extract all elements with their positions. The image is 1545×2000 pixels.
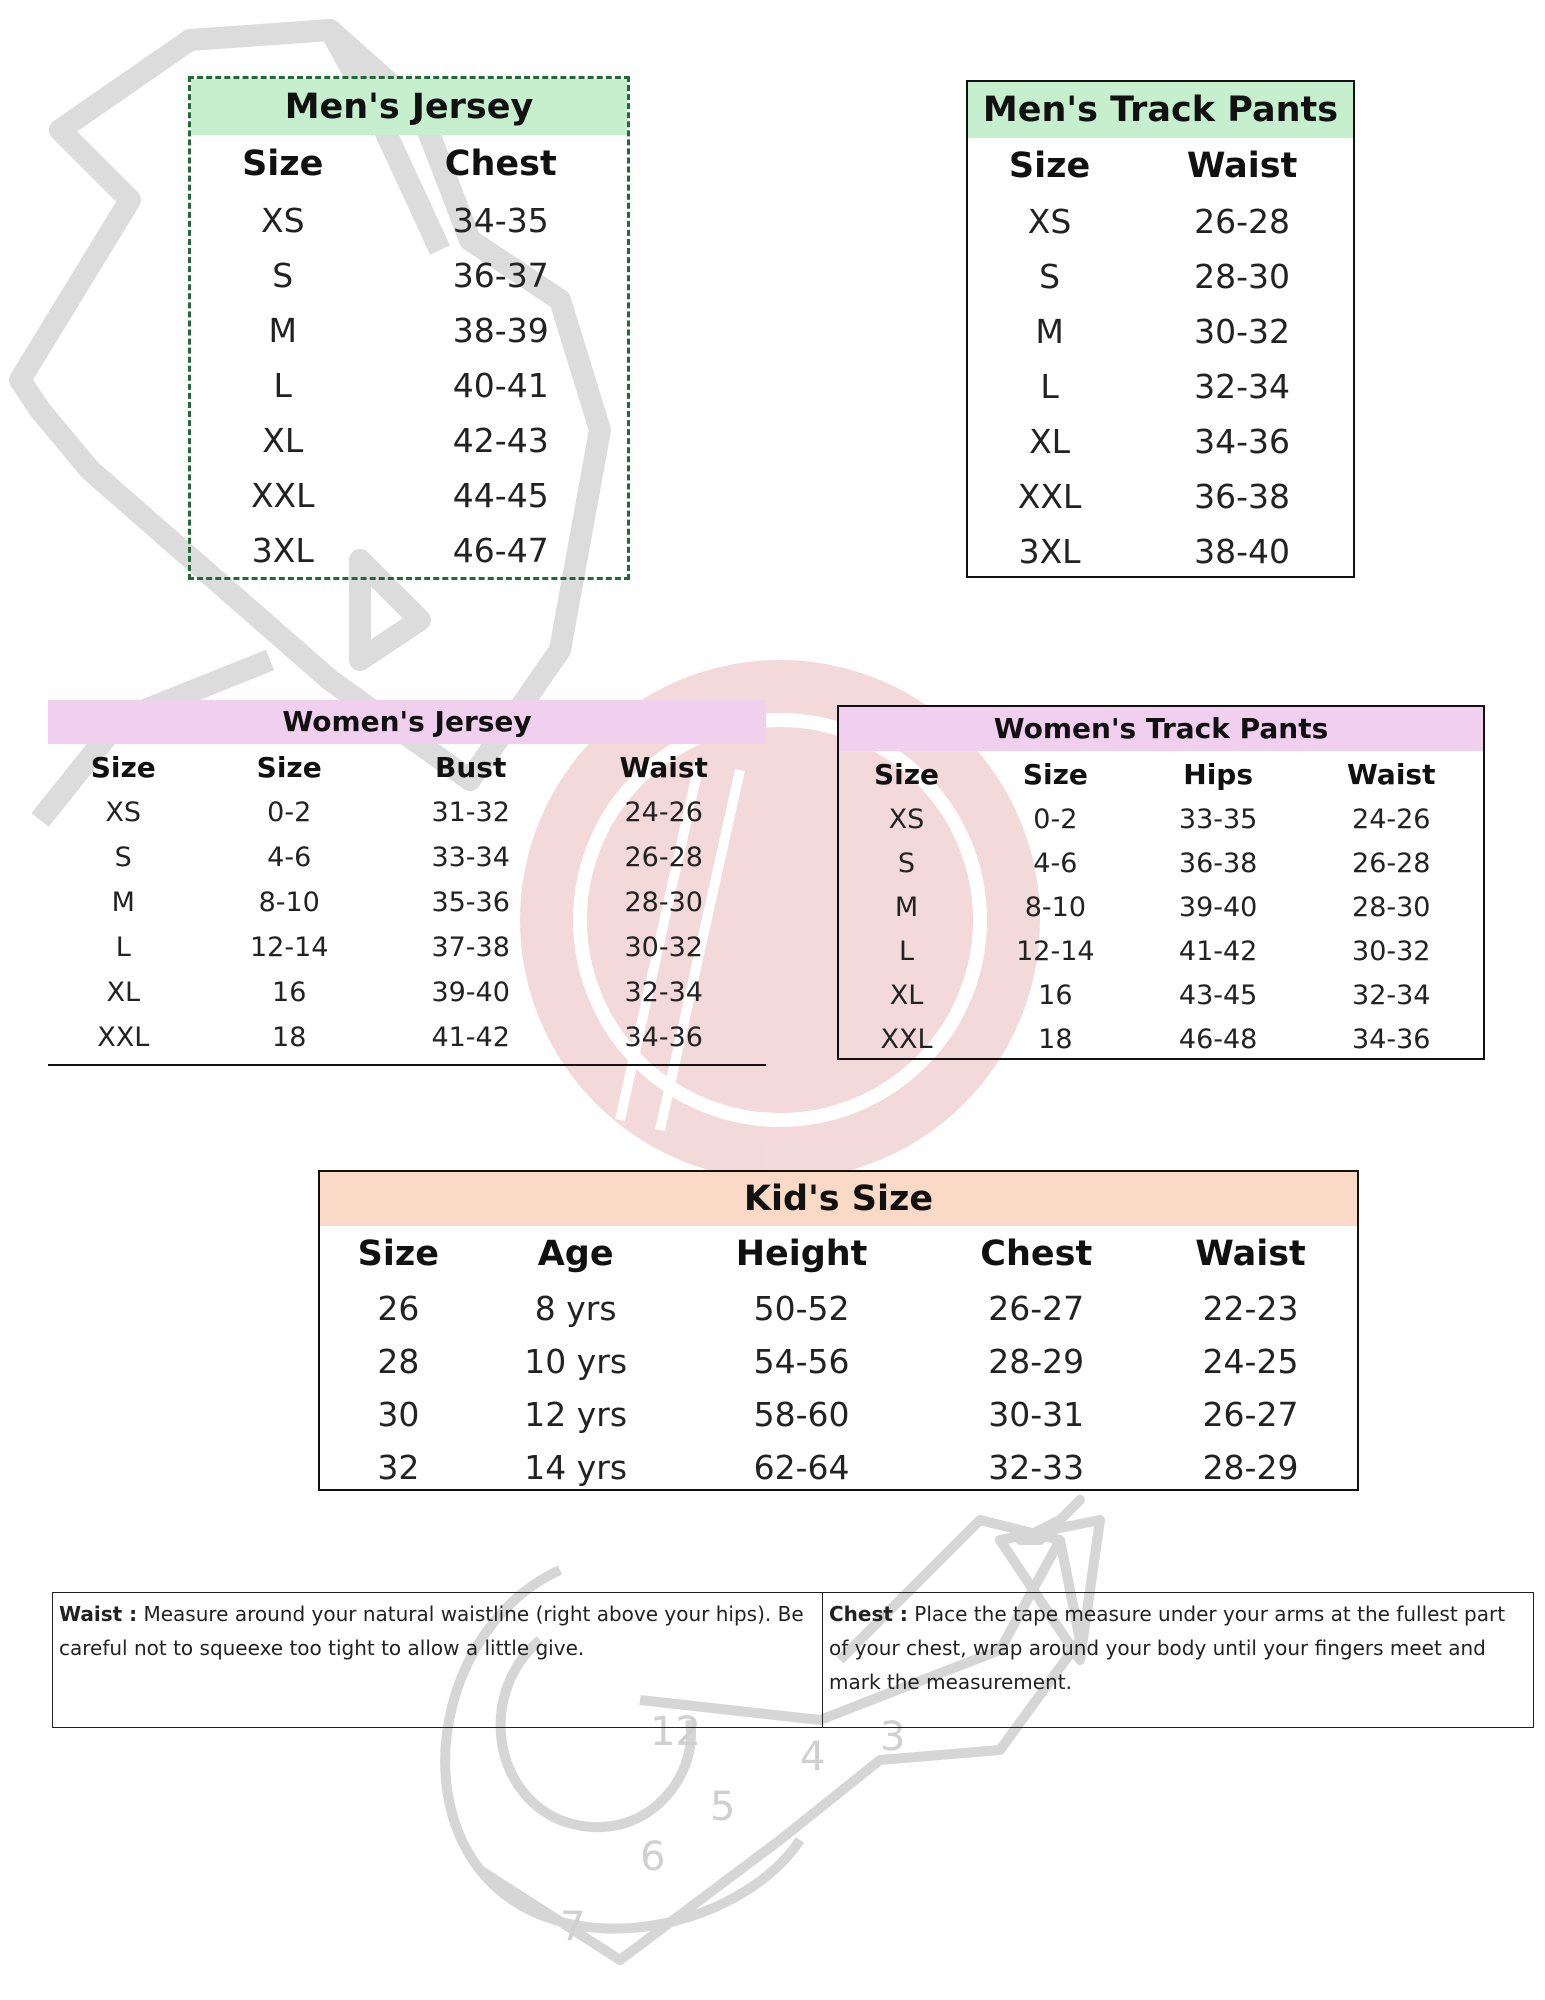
value-cell: 28-29 — [1202, 1448, 1299, 1487]
size-cell: XXL — [97, 1022, 150, 1053]
value-cell: 26-27 — [1202, 1395, 1299, 1434]
size-cell: XL — [889, 979, 924, 1011]
waist-note-text: Measure around your natural waistline (right above your hips). Be careful not to squeexe too tight to allow a little give. — [59, 1602, 804, 1660]
size-cell: XXL — [250, 476, 315, 515]
size-cell: 32 — [377, 1448, 420, 1487]
womens-jersey-table — [48, 700, 766, 1066]
size-cell: 28 — [377, 1342, 420, 1381]
value-cell: 34-36 — [624, 1022, 703, 1053]
value-cell: 38-40 — [1194, 532, 1291, 571]
table-row — [191, 193, 627, 248]
column-header: Hips — [1183, 757, 1254, 791]
size-cell: XL — [1029, 422, 1071, 461]
value-cell: 0-2 — [267, 797, 312, 828]
table-row — [48, 880, 766, 925]
size-cell: XXL — [1017, 477, 1082, 516]
value-cell: 39-40 — [431, 977, 510, 1008]
table-title: Men's Track Pants — [968, 82, 1353, 138]
table-title: Kid's Size — [320, 1172, 1357, 1226]
value-cell: 42-43 — [452, 421, 549, 460]
table-row — [839, 973, 1483, 1017]
value-cell: 30-32 — [624, 932, 703, 963]
column-header: Chest — [444, 144, 557, 184]
size-cell: M — [894, 891, 919, 923]
table-title: Women's Track Pants — [839, 707, 1483, 751]
table-row — [968, 194, 1353, 249]
value-cell: 54-56 — [753, 1342, 850, 1381]
table-row — [968, 524, 1353, 579]
table-row — [48, 835, 766, 880]
size-cell: 26 — [377, 1289, 420, 1328]
tape-number: 7 — [560, 1904, 586, 1950]
value-cell: 28-30 — [624, 887, 703, 918]
value-cell: 28-30 — [1352, 891, 1431, 923]
value-cell: 46-48 — [1178, 1023, 1258, 1055]
waist-note — [53, 1593, 823, 1727]
value-cell: 26-28 — [1194, 202, 1291, 241]
size-cell: L — [273, 366, 292, 405]
tape-number: 4 — [800, 1734, 826, 1780]
column-header: Size — [242, 144, 324, 184]
table-row — [48, 970, 766, 1015]
size-cell: XXL — [880, 1023, 933, 1055]
table-title: Men's Jersey — [191, 79, 627, 135]
size-cell: XS — [105, 797, 142, 828]
chest-note — [823, 1593, 1533, 1727]
size-cell: S — [272, 256, 294, 295]
tape-number: 12 — [650, 1709, 701, 1755]
table-row — [191, 523, 627, 578]
table-row — [839, 929, 1483, 973]
size-cell: 30 — [377, 1395, 420, 1434]
column-header: Waist — [619, 750, 708, 784]
waist-note-label: Waist : — [59, 1602, 138, 1626]
table-row — [191, 358, 627, 413]
column-header: Age — [537, 1234, 614, 1274]
table-row — [968, 304, 1353, 359]
value-cell: 33-34 — [431, 842, 510, 873]
value-cell: 30-31 — [988, 1395, 1085, 1434]
value-cell: 34-36 — [1352, 1023, 1431, 1055]
size-cell: L — [898, 935, 914, 967]
table-row — [191, 303, 627, 358]
column-header: Bust — [435, 750, 507, 784]
value-cell: 22-23 — [1202, 1289, 1299, 1328]
value-cell: 58-60 — [753, 1395, 850, 1434]
value-cell: 32-34 — [1194, 367, 1291, 406]
table-row — [191, 248, 627, 303]
size-cell: XS — [260, 201, 305, 240]
table-row — [48, 1015, 766, 1060]
value-cell: 0-2 — [1033, 803, 1078, 835]
column-header: Waist — [1347, 757, 1436, 791]
column-header: Size — [256, 750, 322, 784]
value-cell: 36-38 — [1194, 477, 1291, 516]
table-row — [320, 1441, 1357, 1494]
size-cell: L — [1040, 367, 1059, 406]
size-cell: XS — [888, 803, 925, 835]
size-cell: XL — [262, 421, 304, 460]
value-cell: 8-10 — [1024, 891, 1086, 923]
womens-track-pants-table — [837, 705, 1485, 1060]
value-cell: 33-35 — [1178, 803, 1258, 835]
value-cell: 4-6 — [267, 842, 312, 873]
value-cell: 44-45 — [452, 476, 549, 515]
table-row — [191, 413, 627, 468]
value-cell: 12-14 — [1016, 935, 1095, 967]
column-header: Size — [357, 1234, 439, 1274]
value-cell: 24-25 — [1202, 1342, 1299, 1381]
chest-note-text: Place the tape measure under your arms at the fullest part of your chest, wrap around your body until your fingers meet and mark the measurement. — [829, 1602, 1506, 1694]
size-cell: M — [268, 311, 297, 350]
mens-track-pants-table — [966, 80, 1355, 578]
value-cell: 8 yrs — [534, 1289, 617, 1328]
value-cell: 39-40 — [1178, 891, 1258, 923]
value-cell: 35-36 — [431, 887, 510, 918]
value-cell: 14 yrs — [524, 1448, 628, 1487]
value-cell: 18 — [1038, 1023, 1073, 1055]
value-cell: 28-29 — [988, 1342, 1085, 1381]
table-row — [839, 841, 1483, 885]
size-cell: S — [897, 847, 916, 879]
size-cell: XS — [1027, 202, 1072, 241]
size-cell: S — [114, 842, 132, 873]
value-cell: 37-38 — [431, 932, 510, 963]
column-header: Size — [1008, 146, 1091, 186]
value-cell: 32-34 — [1352, 979, 1431, 1011]
size-cell: 3XL — [1018, 532, 1081, 571]
value-cell: 12 yrs — [524, 1395, 628, 1434]
column-header: Height — [735, 1234, 868, 1274]
column-header: Waist — [1195, 1234, 1306, 1274]
table-row — [968, 469, 1353, 524]
size-cell: L — [115, 932, 131, 963]
value-cell: 32-34 — [624, 977, 703, 1008]
table-row — [320, 1282, 1357, 1335]
measurement-notes — [52, 1592, 1534, 1728]
column-header: Size — [1022, 757, 1088, 791]
value-cell: 32-33 — [988, 1448, 1085, 1487]
value-cell: 8-10 — [258, 887, 320, 918]
value-cell: 28-30 — [1194, 257, 1291, 296]
value-cell: 34-35 — [452, 201, 549, 240]
value-cell: 4-6 — [1033, 847, 1078, 879]
value-cell: 36-37 — [452, 256, 549, 295]
table-title: Women's Jersey — [48, 700, 766, 744]
size-cell: M — [1035, 312, 1064, 351]
value-cell: 43-45 — [1178, 979, 1258, 1011]
table-row — [839, 1017, 1483, 1061]
size-cell: XL — [106, 977, 140, 1008]
value-cell: 24-26 — [1352, 803, 1431, 835]
table-row — [320, 1335, 1357, 1388]
value-cell: 46-47 — [452, 531, 549, 570]
value-cell: 26-28 — [1352, 847, 1431, 879]
table-row — [48, 925, 766, 970]
value-cell: 10 yrs — [524, 1342, 628, 1381]
value-cell: 38-39 — [452, 311, 549, 350]
value-cell: 16 — [1038, 979, 1073, 1011]
column-header: Size — [90, 750, 156, 784]
mens-jersey-table — [188, 76, 630, 580]
value-cell: 50-52 — [753, 1289, 850, 1328]
value-cell: 24-26 — [624, 797, 703, 828]
table-row — [191, 468, 627, 523]
value-cell: 36-38 — [1178, 847, 1258, 879]
size-cell: S — [1039, 257, 1061, 296]
value-cell: 41-42 — [431, 1022, 510, 1053]
value-cell: 18 — [272, 1022, 307, 1053]
table-row — [968, 249, 1353, 304]
table-row — [48, 790, 766, 835]
table-row — [968, 359, 1353, 414]
value-cell: 30-32 — [1194, 312, 1291, 351]
tape-number: 5 — [710, 1784, 736, 1830]
size-cell: M — [111, 887, 135, 918]
table-row — [968, 414, 1353, 469]
value-cell: 31-32 — [431, 797, 510, 828]
measuring-tape-icon — [445, 1500, 1100, 1960]
column-header: Chest — [980, 1234, 1093, 1274]
value-cell: 34-36 — [1194, 422, 1291, 461]
size-cell: 3XL — [251, 531, 314, 570]
value-cell: 41-42 — [1178, 935, 1258, 967]
table-row — [320, 1388, 1357, 1441]
value-cell: 30-32 — [1352, 935, 1431, 967]
value-cell: 40-41 — [452, 366, 549, 405]
value-cell: 62-64 — [753, 1448, 850, 1487]
kids-size-table — [318, 1170, 1359, 1491]
column-header: Size — [873, 757, 940, 791]
table-row — [839, 885, 1483, 929]
value-cell: 16 — [272, 977, 307, 1008]
tape-number: 3 — [880, 1714, 906, 1760]
value-cell: 26-28 — [624, 842, 703, 873]
value-cell: 12-14 — [249, 932, 329, 963]
chest-note-label: Chest : — [829, 1602, 908, 1626]
column-header: Waist — [1186, 146, 1298, 186]
value-cell: 26-27 — [988, 1289, 1085, 1328]
tape-number: 6 — [640, 1834, 666, 1880]
table-row — [839, 797, 1483, 841]
